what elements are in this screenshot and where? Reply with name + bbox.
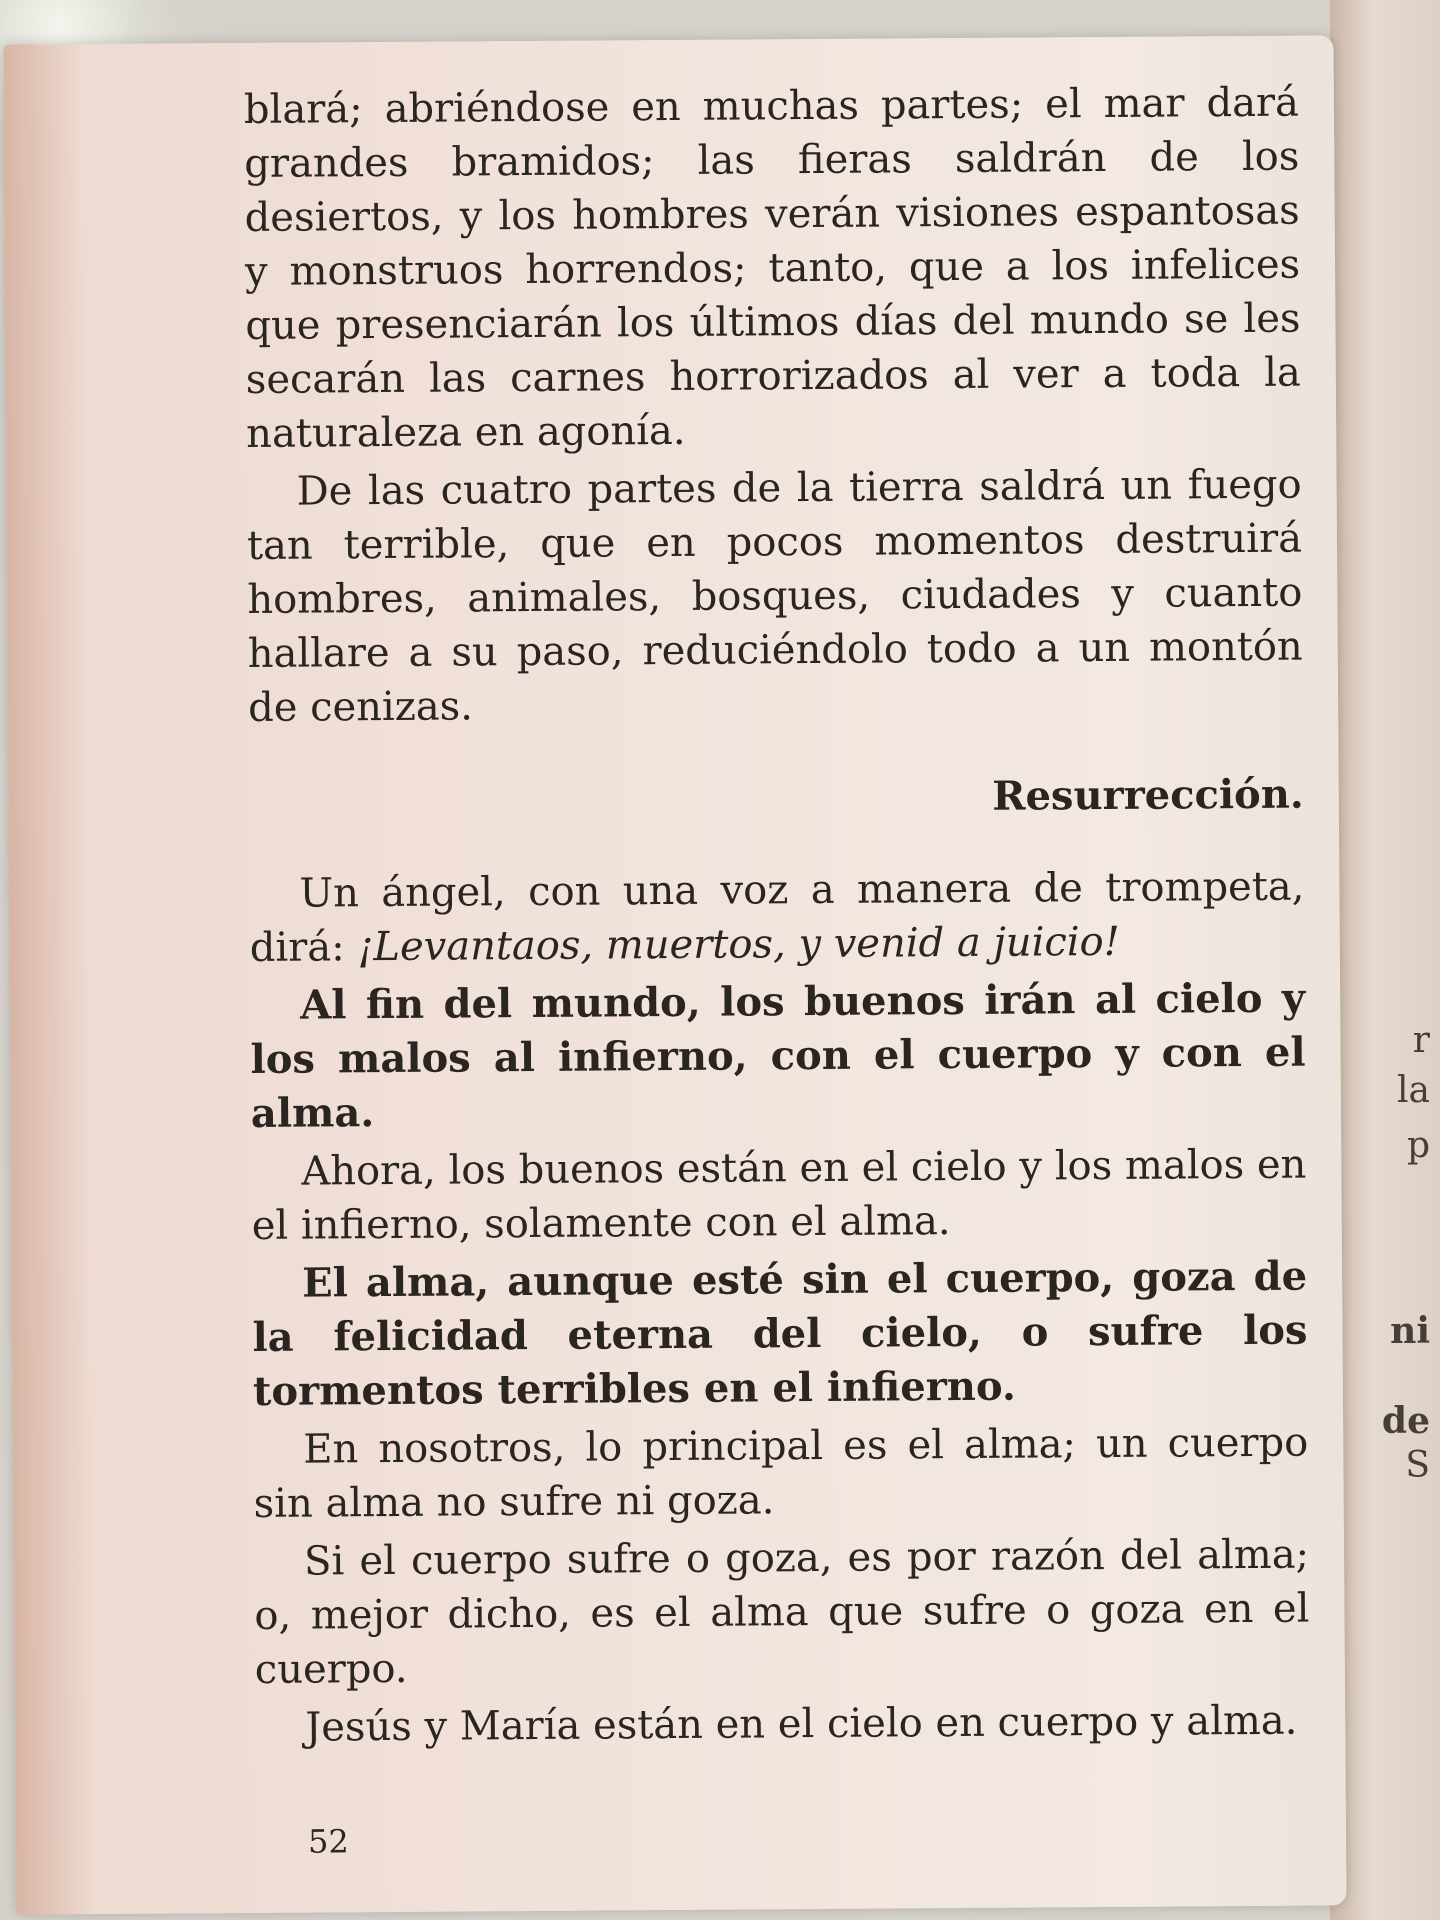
bold-paragraph: El alma, aunque esté sin el cuerpo, goza de la felicidad eterna del cielo, o sufre los tormentos terribles en el infierno. bbox=[252, 1252, 1308, 1415]
paragraph: Ahora, los buenos están en el cielo y los malos en el infierno, solamente con el alma. bbox=[251, 1141, 1307, 1249]
paragraph: blará; abriéndose en muchas partes; el mar dará grandes bramidos; las fieras saldrán de los desiertos, y los hombres verán visiones espantosas y monstruos horrendos; tanto, que a los infelices que presenciarán los últimos días del mundo se les secarán las carnes horrorizados al ver a toda la naturaleza en agonía. bbox=[243, 79, 1301, 457]
paragraph-text: Un ángel, con una voz a manera de trompeta, dirá: bbox=[249, 863, 1305, 971]
italic-quote: ¡Levantaos, muertos, y venid a juicio! bbox=[357, 918, 1120, 971]
next-page-fragment: r bbox=[1412, 1020, 1430, 1061]
book-page bbox=[3, 35, 1346, 1914]
section-heading: Resurrección. bbox=[992, 770, 1304, 820]
next-page-fragment: ni bbox=[1390, 1310, 1430, 1352]
paragraph: De las cuatro partes de la tierra saldrá un fuego tan terrible, que en pocos momentos destruirá hombres, animales, bosques, ciudades y cuanto hallare a su paso, reduciéndolo todo a un montón de cenizas. bbox=[246, 461, 1303, 731]
paragraph: Si el cuerpo sufre o goza, es por razón del alma; o, mejor dicho, es el alma que sufre o goza en el cuerpo. bbox=[254, 1531, 1310, 1693]
next-page-fragment: la bbox=[1397, 1070, 1430, 1111]
paragraph: Jesús y María están en el cielo en cuerpo y alma. bbox=[305, 1697, 1298, 1751]
next-page-edge bbox=[1330, 0, 1440, 1920]
page-number: 52 bbox=[307, 1822, 349, 1861]
bold-paragraph: Al fin del mundo, los buenos irán al cielo y los malos al infierno, con el cuerpo y con el alma. bbox=[250, 974, 1306, 1137]
page-text bbox=[244, 76, 1311, 1759]
paragraph bbox=[249, 860, 1305, 975]
next-page-fragment: S bbox=[1405, 1445, 1430, 1486]
next-page-fragment: p bbox=[1406, 1125, 1430, 1166]
next-page-fragment: de bbox=[1381, 1400, 1430, 1442]
paragraph: En nosotros, lo principal es el alma; un cuerpo sin alma no sufre ni goza. bbox=[253, 1419, 1309, 1527]
